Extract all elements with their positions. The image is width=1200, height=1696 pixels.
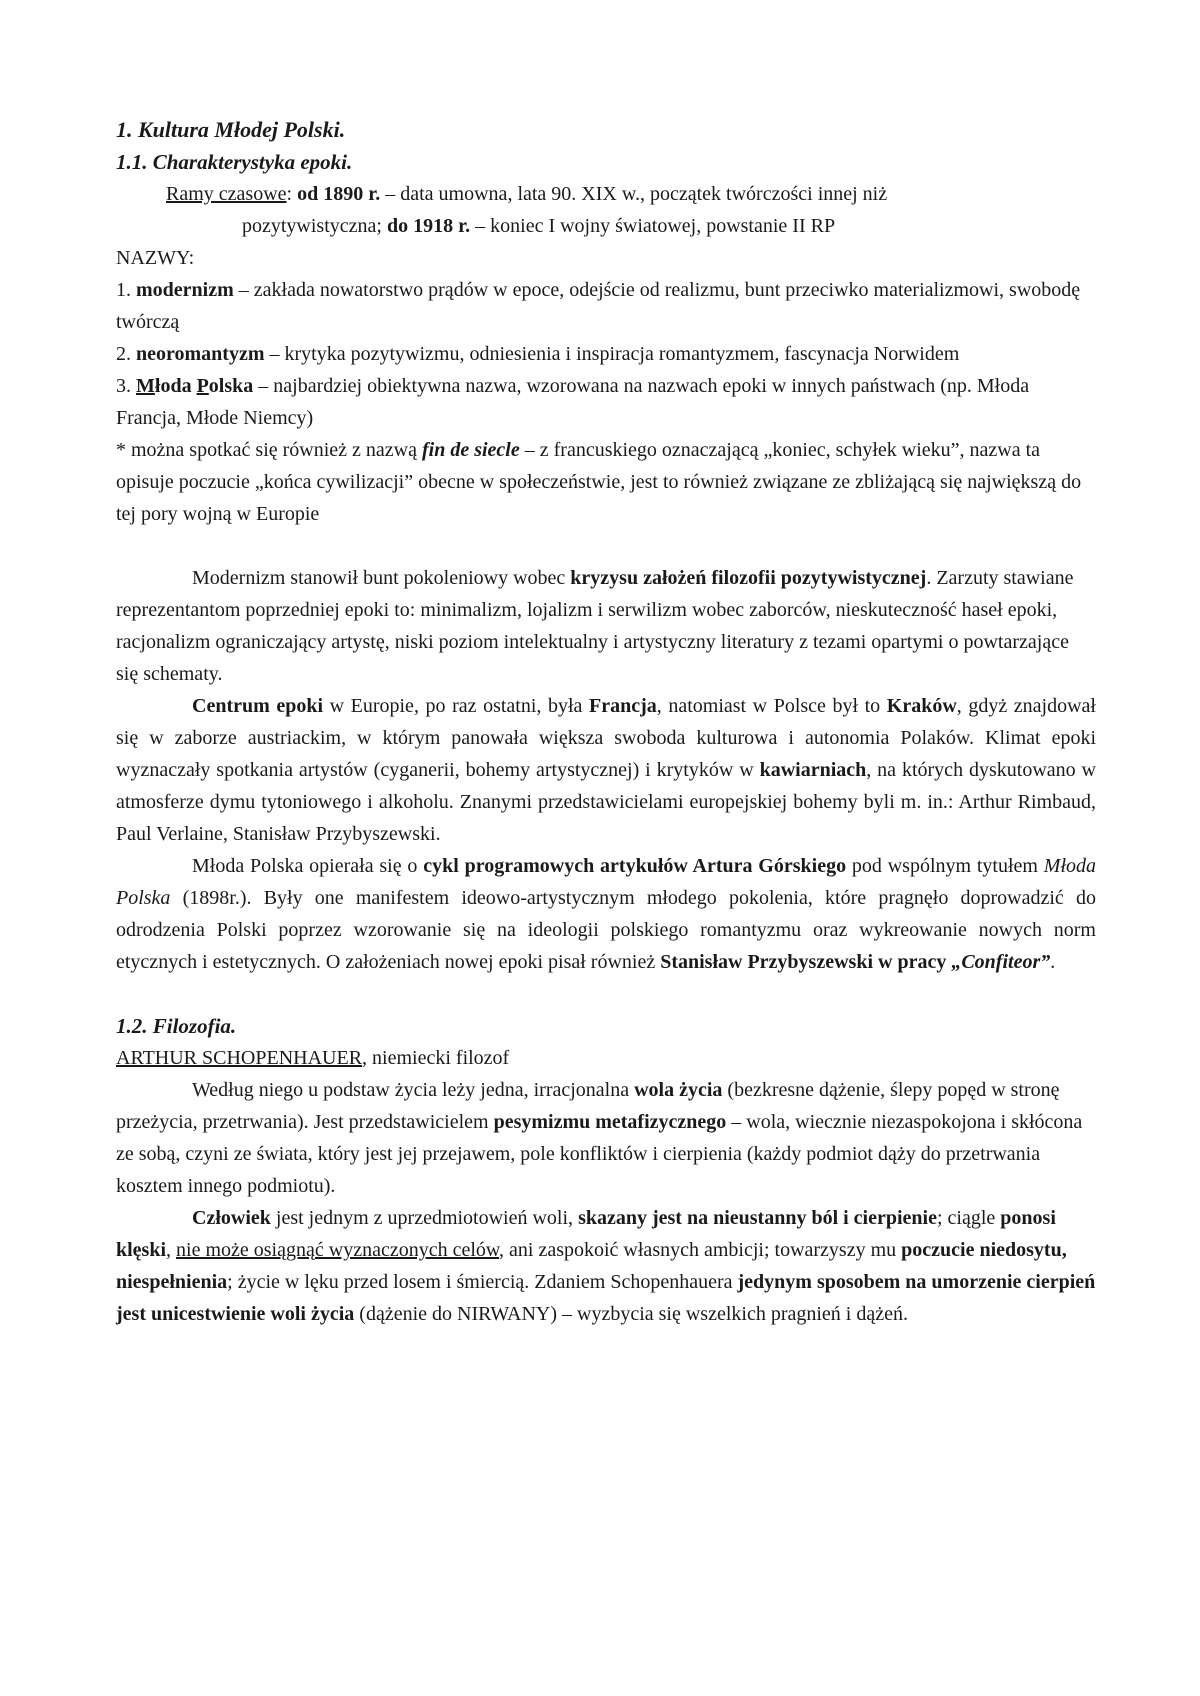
philosopher-line: ARTHUR SCHOPENHAUER, niemiecki filozof xyxy=(116,1047,510,1069)
time-range-line: Ramy czasowe: od 1890 r. – data umowna, lata 90. XIX w., początek twórczości innej niż xyxy=(166,183,888,205)
name-term: modernizm xyxy=(136,279,234,301)
time-range-end: do 1918 r. xyxy=(386,215,471,237)
name-term: neoromantyzm xyxy=(136,343,265,365)
names-header: NAZWY: xyxy=(116,247,195,269)
note-paragraph: * można spotkać się również z nazwą fin de siecle – z francuskiego oznaczającą „koniec, schyłek wieku”, nazwa ta opisuje poczucie „końca cywilizacji” obecne w społeczeństwie, jest to również związane ze zbliżającą się największą do tej pory wojną w Europie xyxy=(116,439,1082,525)
section-title: 1. Kultura Młodej Polski. xyxy=(116,117,346,142)
name-term: Młoda Polska xyxy=(136,375,254,397)
philosopher-name: ARTHUR SCHOPENHAUER xyxy=(116,1047,363,1069)
name-item: 2. neoromantyzm – krytyka pozytywizmu, odniesienia i inspiracja romantyzmem, fascynacja Norwidem xyxy=(116,343,960,365)
document-page xyxy=(116,114,1096,1330)
paragraph-program: Młoda Polska opierała się o cykl programowych artykułów Artura Górskiego pod wspólnym tytułem Młoda Polska (1898r.). Były one manifestem ideowo-artystycznym młodego pokolenia, które pragnęło doprowadzić do odrodzenia Polski poprzez wzorowanie się na ideologii polskiego romantyzmu oraz wykreowanie nowych norm etycznych i estetycznych. O założeniach nowej epoki pisał również Stanisław Przybyszewski w pracy „Confiteor”. xyxy=(116,855,1096,973)
paragraph-modernism: Modernizm stanowił bunt pokoleniowy wobec kryzysu założeń filozofii pozytywistycznej. Zarzuty stawiane reprezentantom poprzedniej epoki to: minimalizm, lojalizm i serwilizm wobec zaborców, nieskuteczność haseł epoki, racjonalizm ograniczający artystę, niski poziom intelektualny i artystyczny literatury z tezami opartymi o powtarzające się schematy. xyxy=(116,567,1074,685)
spacer xyxy=(116,530,1096,562)
spacer xyxy=(116,978,1096,1010)
name-item: 1. modernizm – zakłada nowatorstwo prądów w epoce, odejście od realizmu, bunt przeciwko materializmowi, swobodę twórczą xyxy=(116,279,1081,333)
section-title: 1.2. Filozofia. xyxy=(116,1014,237,1038)
paragraph-will: Według niego u podstaw życia leży jedna, irracjonalna wola życia (bezkresne dążenie, ślepy popęd w stronę przeżycia, przetrwania). Jest przedstawicielem pesymizmu metafizycznego – wola, wiecznie niezaspokojona i skłócona ze sobą, czyni ze świata, który jest jej przejawem, pole konfliktów i cierpienia (każdy podmiot dąży do przetrwania kosztem innego podmiotu). xyxy=(116,1079,1083,1197)
time-range-start: od 1890 r. xyxy=(297,183,381,205)
subsection-title: 1.1. Charakterystyka epoki. xyxy=(116,150,353,174)
paragraph-human: Człowiek jest jednym z uprzedmiotowień woli, skazany jest na nieustanny ból i cierpienie; ciągle ponosi klęski, nie może osiągnąć wyznaczonych celów, ani zaspokoić własnych ambicji; towarzyszy mu poczucie niedosytu, niespełnienia; życie w lęku przed losem i śmiercią. Zdaniem Schopenhauera jedynym sposobem na umorzenie cierpień jest unicestwienie woli życia (dążenie do NIRWANY) – wyzbycia się wszelkich pragnień i dążeń. xyxy=(116,1207,1096,1325)
time-range-label: Ramy czasowe xyxy=(166,183,287,205)
paragraph-center: Centrum epoki w Europie, po raz ostatni, była Francja, natomiast w Polsce był to Kraków, gdyż znajdował się w zaborze austriackim, w którym panowała większa swoboda kulturowa i autonomia Polaków. Klimat epoki wyznaczały spotkania artystów (cyganerii, bohemy artystycznej) i krytyków w kawiarniach, na których dyskutowano w atmosferze dymu tytoniowego i alkoholu. Znanymi przedstawicielami europejskiej bohemy byli m. in.: Arthur Rimbaud, Paul Verlaine, Stanisław Przybyszewski. xyxy=(116,695,1096,845)
name-item: 3. Młoda Polska – najbardziej obiektywna nazwa, wzorowana na nazwach epoki w innych państwach (np. Młoda Francja, Młode Niemcy) xyxy=(116,375,1030,429)
time-range-continuation: pozytywistyczna; do 1918 r. – koniec I wojny światowej, powstanie II RP xyxy=(242,215,836,237)
note-term: fin de siecle xyxy=(422,439,520,461)
